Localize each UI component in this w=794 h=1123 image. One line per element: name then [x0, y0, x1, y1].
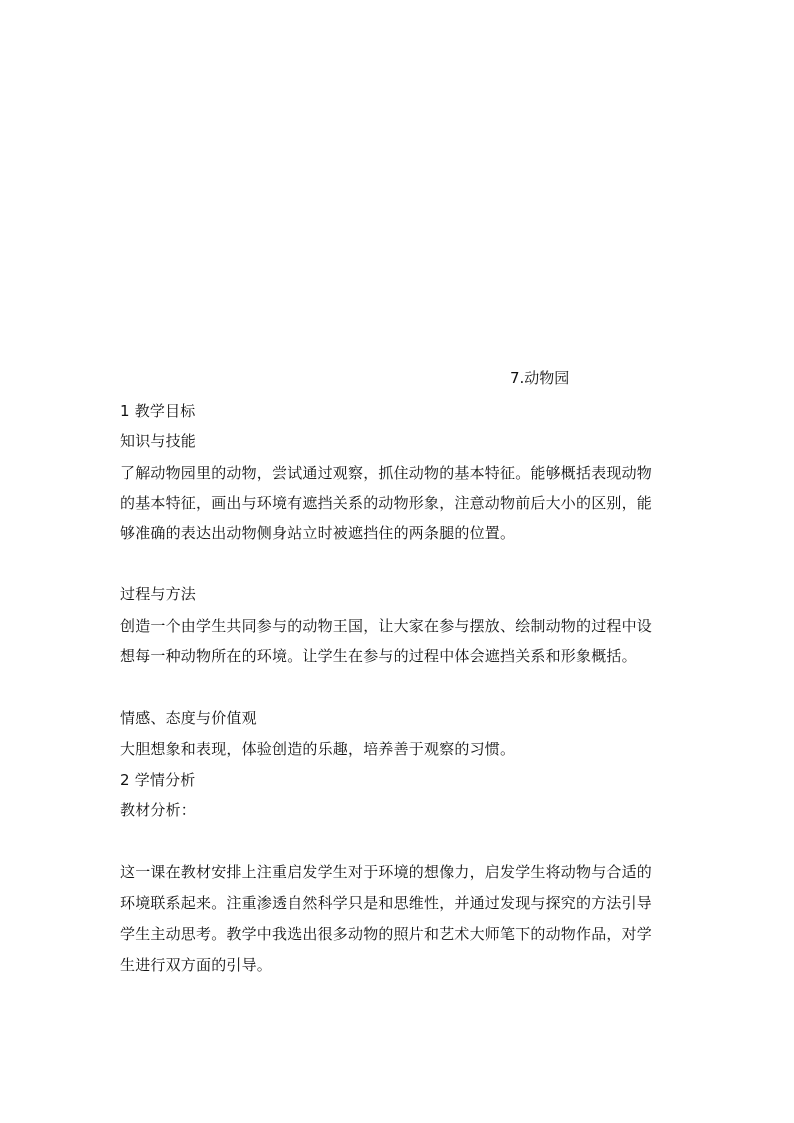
paragraph-line: 的基本特征，画出与环境有遮挡关系的动物形象，注意动物前后大小的区别，能	[120, 494, 653, 512]
section-heading-goals: 1 教学目标	[120, 402, 196, 420]
paragraph-line: 创造一个由学生共同参与的动物王国，让大家在参与摆放、绘制动物的过程中设	[120, 617, 653, 635]
paragraph-line: 环境联系起来。注重渗透自然科学只是和思维性，并通过发现与探究的方法引导	[120, 894, 653, 912]
paragraph-line: 学生主动思考。教学中我选出很多动物的照片和艺术大师笔下的动物作品，对学	[120, 925, 653, 943]
subheading-process: 过程与方法	[120, 585, 197, 603]
subheading-textbook: 教材分析：	[120, 801, 197, 819]
paragraph-line: 生进行双方面的引导。	[120, 956, 273, 974]
paragraph-line: 大胆想象和表现，体验创造的乐趣，培养善于观察的习惯。	[120, 740, 516, 758]
subheading-emotion: 情感、态度与价值观	[120, 709, 257, 727]
paragraph-line: 了解动物园里的动物，尝试通过观察，抓住动物的基本特征。能够概括表现动物	[120, 464, 653, 482]
document-title: 7.动物园	[510, 369, 570, 387]
paragraph-line: 想每一种动物所在的环境。让学生在参与的过程中体会遮挡关系和形象概括。	[120, 647, 637, 665]
paragraph-line: 够准确的表达出动物侧身站立时被遮挡住的两条腿的位置。	[120, 524, 516, 542]
section-heading-analysis: 2 学情分析	[120, 771, 196, 789]
paragraph-line: 这一课在教材安排上注重启发学生对于环境的想像力，启发学生将动物与合适的	[120, 863, 653, 881]
subheading-knowledge: 知识与技能	[120, 432, 197, 450]
